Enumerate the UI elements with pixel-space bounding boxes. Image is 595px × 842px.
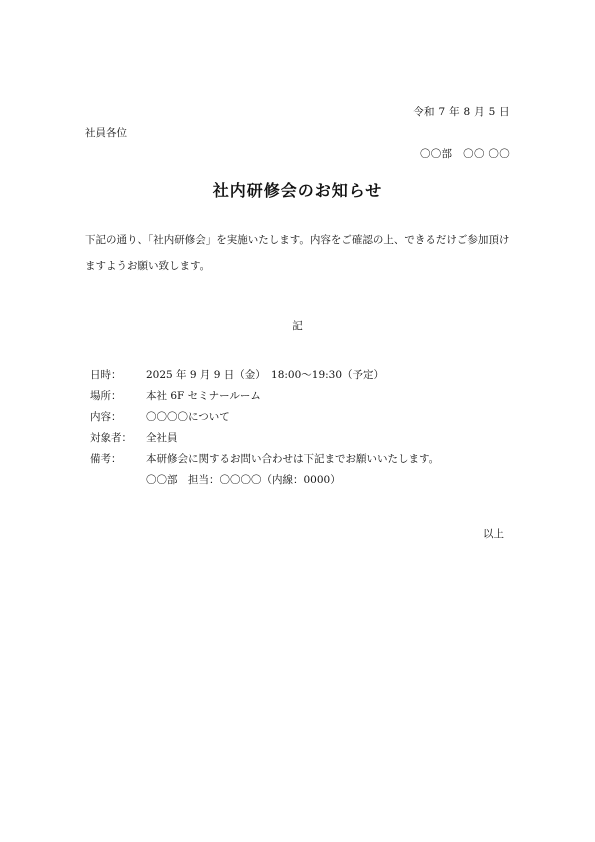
detail-value: 〇〇部 担当：〇〇〇〇（内線：0000） [146, 474, 341, 486]
body-paragraph: 下記の通り、「社内研修会」を実施いたします。内容をご確認の上、できるだけご参加頂けますようお願い致します。 [85, 234, 510, 272]
document-title: 社内研修会のお知らせ [212, 181, 383, 200]
closing-ijo: 以上 [483, 528, 504, 540]
ki-heading: 記 [292, 320, 303, 332]
document-date: 令和 7 年 8 月 5 日 [413, 106, 510, 118]
detail-label: 対象者： [90, 432, 132, 444]
detail-label: 場所： [90, 390, 122, 402]
sender-line: 〇〇部 〇〇 〇〇 [419, 148, 510, 160]
detail-value: 全社員 [146, 432, 178, 444]
detail-value: 本社 6F セミナールーム [146, 390, 261, 402]
detail-value: 〇〇〇〇について [146, 411, 230, 423]
detail-label: 内容： [90, 411, 122, 423]
detail-value: 本研修会に関するお問い合わせは下記までお願いいたします。 [146, 453, 440, 465]
detail-value: 2025 年 9 月 9 日（金） 18:00～19:30（予定） [146, 369, 385, 381]
detail-label: 日時： [90, 369, 122, 381]
recipient-line: 社員各位 [85, 127, 127, 139]
detail-label: 備考： [90, 453, 122, 465]
